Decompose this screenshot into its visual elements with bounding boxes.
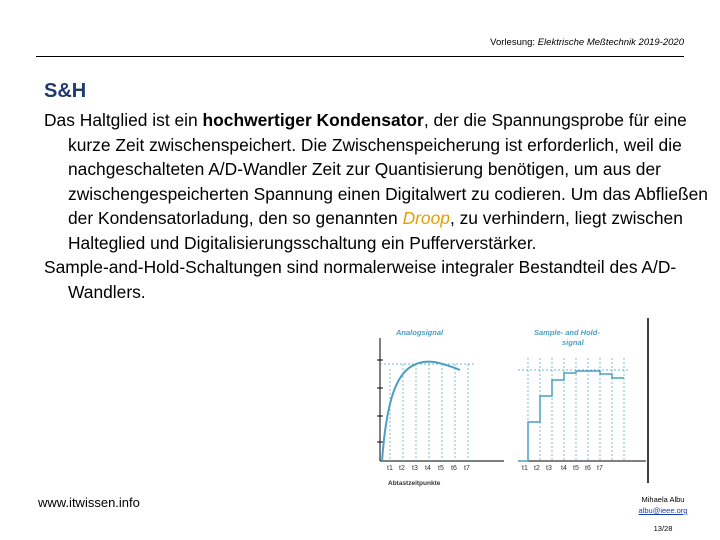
- course-header: [490, 37, 684, 48]
- sample-hold-diagram: [368, 318, 650, 490]
- left-tick-t4: t4: [425, 465, 431, 472]
- paragraph-sample-hold: [44, 108, 720, 255]
- left-tick-t6: t6: [451, 465, 457, 472]
- sample-hold-label-line1: Sample- and Hold-: [534, 328, 600, 337]
- course-prefix: Vorlesung:: [490, 37, 538, 48]
- analog-signal-label: Analogsignal: [396, 328, 444, 337]
- analog-signal-curve: [382, 362, 460, 461]
- left-sample-lines: [380, 364, 476, 461]
- slide-body: [44, 108, 720, 304]
- source-website: www.itwissen.info: [38, 495, 140, 510]
- para1-text-c: , zu verhindern, liegt zwischen Halteglied und Digitalisierungsschaltung ein Pufferverstärker.: [68, 208, 683, 253]
- right-tick-t2: t2: [534, 465, 540, 472]
- author-name: Mihaela Albu: [641, 495, 685, 504]
- author-email-link[interactable]: albu@ieee.org: [638, 506, 688, 515]
- left-tick-t2: t2: [399, 465, 405, 472]
- slide-title: S&H: [44, 80, 87, 102]
- left-tick-t5: t5: [438, 465, 444, 472]
- right-tick-t4: t4: [561, 465, 567, 472]
- author-block: [620, 494, 706, 516]
- para1-highlight: hochwertiger Kondensator: [202, 110, 424, 130]
- course-title: Elektrische Meßtechnik 2019-2020: [537, 37, 684, 48]
- droop-term: Droop: [402, 208, 450, 228]
- paragraph-integration: Sample-and-Hold-Schaltungen sind normalerweise integraler Bestandteil des A/D-Wandlers.: [44, 257, 677, 302]
- page-number: 13/28: [653, 524, 673, 533]
- right-tick-t5: t5: [573, 465, 579, 472]
- header-divider: [36, 56, 684, 57]
- right-tick-t1: t1: [522, 465, 528, 472]
- right-tick-t6: t6: [585, 465, 591, 472]
- left-time-ticks: [387, 465, 470, 472]
- para1-text-b: , der die Spannungsprobe für eine kurze Zeit zwischenspeichert. Die Zwischenspeicherung ist erforderlich, weil die nachgeschalteten A/D-Wandler Zeit zur Quantisierung benötigen, um aus der zwischengespeicherten Spannung einen Digitalwert zu codieren. Um das Abfließen der Kondensatorladung, den so genannten: [68, 110, 708, 228]
- left-tick-t1: t1: [387, 465, 393, 472]
- sampling-times-caption: Abtastzeitpunkte: [388, 480, 441, 487]
- sample-hold-figure: [368, 318, 650, 490]
- left-tick-t7: t7: [464, 465, 470, 472]
- right-tick-t3: t3: [546, 465, 552, 472]
- right-tick-t7: t7: [597, 465, 603, 472]
- para1-text-a: Das Haltglied ist ein: [44, 110, 203, 130]
- right-time-ticks: [522, 465, 603, 472]
- sample-hold-label-line2: signal: [562, 338, 584, 347]
- held-signal-steps: [518, 371, 624, 461]
- left-tick-t3: t3: [412, 465, 418, 472]
